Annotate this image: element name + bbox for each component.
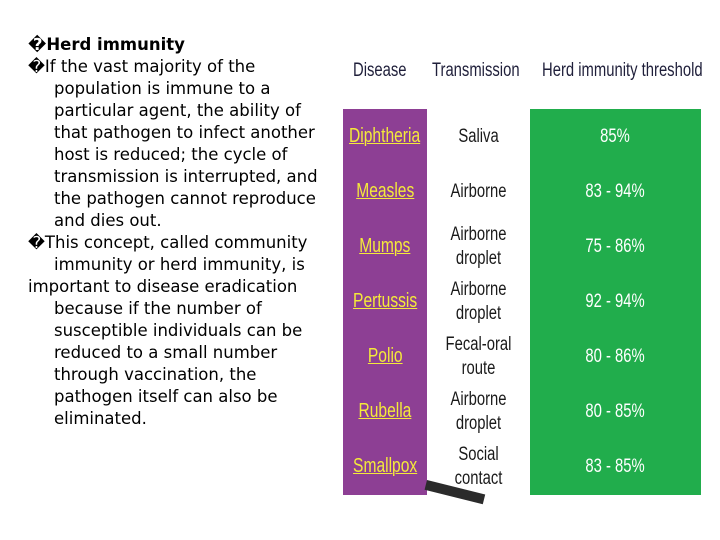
header-disease: Disease <box>353 60 407 81</box>
transmission-cell-text: Saliva <box>458 125 499 147</box>
transmission-cell <box>427 164 530 219</box>
text-line: through vaccination, the <box>54 365 257 384</box>
threshold-cell <box>530 384 701 439</box>
text-line: the pathogen cannot reproduce <box>54 189 316 208</box>
text-line: pathogen itself can also be <box>54 387 278 406</box>
transmission-cell <box>427 329 530 384</box>
table-row <box>343 274 701 329</box>
transmission-cell <box>427 219 530 274</box>
transmission-cell-text: Airborne droplet <box>450 223 507 269</box>
disease-cell <box>343 329 427 384</box>
text-line: important to disease eradication <box>28 277 298 296</box>
disease-cell <box>343 274 427 329</box>
disease-cell-text: Polio <box>367 345 403 367</box>
table-row <box>343 329 701 384</box>
disease-cell <box>343 439 427 494</box>
text-line: particular agent, the ability of <box>54 101 301 120</box>
transmission-cell <box>427 274 530 329</box>
text-line: and dies out. <box>54 211 162 230</box>
header-transmission: Transmission <box>432 60 520 81</box>
threshold-cell-text: 92 - 94% <box>585 290 646 312</box>
transmission-cell-text: Social contact <box>454 443 503 489</box>
threshold-cell-text: 80 - 86% <box>585 345 646 367</box>
disease-cell <box>343 384 427 439</box>
text-line: population is immune to a <box>54 79 271 98</box>
table-row <box>343 439 701 494</box>
transmission-cell-text: Airborne droplet <box>450 388 507 434</box>
text-line: susceptible individuals can be <box>54 321 303 340</box>
disease-cell <box>343 109 427 164</box>
transmission-cell <box>427 439 530 494</box>
herd-immunity-table <box>343 56 701 496</box>
transmission-cell-text: Airborne <box>450 180 507 202</box>
disease-cell-text: Pertussis <box>352 290 418 312</box>
disease-cell-text: Diphtheria <box>349 125 421 147</box>
disease-cell <box>343 164 427 219</box>
disease-cell <box>343 219 427 274</box>
text-line: �This concept, called community <box>28 233 308 252</box>
text-line: immunity or herd immunity, is <box>54 255 305 274</box>
text-line: �If the vast majority of the <box>28 57 256 76</box>
table-header <box>343 56 701 108</box>
disease-cell-text: Smallpox <box>352 455 418 477</box>
transmission-cell-text: Fecal-oral route <box>445 333 512 379</box>
table-row <box>343 219 701 274</box>
text-line: transmission is interrupted, and <box>54 167 318 186</box>
transmission-cell <box>427 384 530 439</box>
threshold-cell <box>530 329 701 384</box>
disease-cell-text: Rubella <box>358 400 412 422</box>
threshold-cell <box>530 274 701 329</box>
text-line: that pathogen to infect another <box>54 123 315 142</box>
disease-cell-text: Measles <box>355 180 415 202</box>
table-row <box>343 164 701 219</box>
text-block <box>28 34 348 430</box>
section-heading: �Herd immunity <box>28 35 185 54</box>
text-line: eliminated. <box>54 409 147 428</box>
threshold-cell <box>530 109 701 164</box>
text-line: reduced to a small number <box>54 343 278 362</box>
threshold-cell-text: 83 - 94% <box>585 180 646 202</box>
header-threshold: Herd immunity threshold <box>542 60 703 81</box>
text-line: because if the number of <box>54 299 262 318</box>
transmission-cell <box>427 109 530 164</box>
disease-cell-text: Mumps <box>359 235 411 257</box>
threshold-cell <box>530 219 701 274</box>
threshold-cell-text: 85% <box>600 125 631 147</box>
table-row <box>343 384 701 439</box>
threshold-cell <box>530 164 701 219</box>
threshold-cell-text: 75 - 86% <box>585 235 646 257</box>
table-row <box>343 109 701 164</box>
threshold-cell <box>530 439 701 494</box>
threshold-cell-text: 83 - 85% <box>585 455 646 477</box>
threshold-cell-text: 80 - 85% <box>585 400 646 422</box>
text-line: host is reduced; the cycle of <box>54 145 288 164</box>
transmission-cell-text: Airborne droplet <box>450 278 507 324</box>
